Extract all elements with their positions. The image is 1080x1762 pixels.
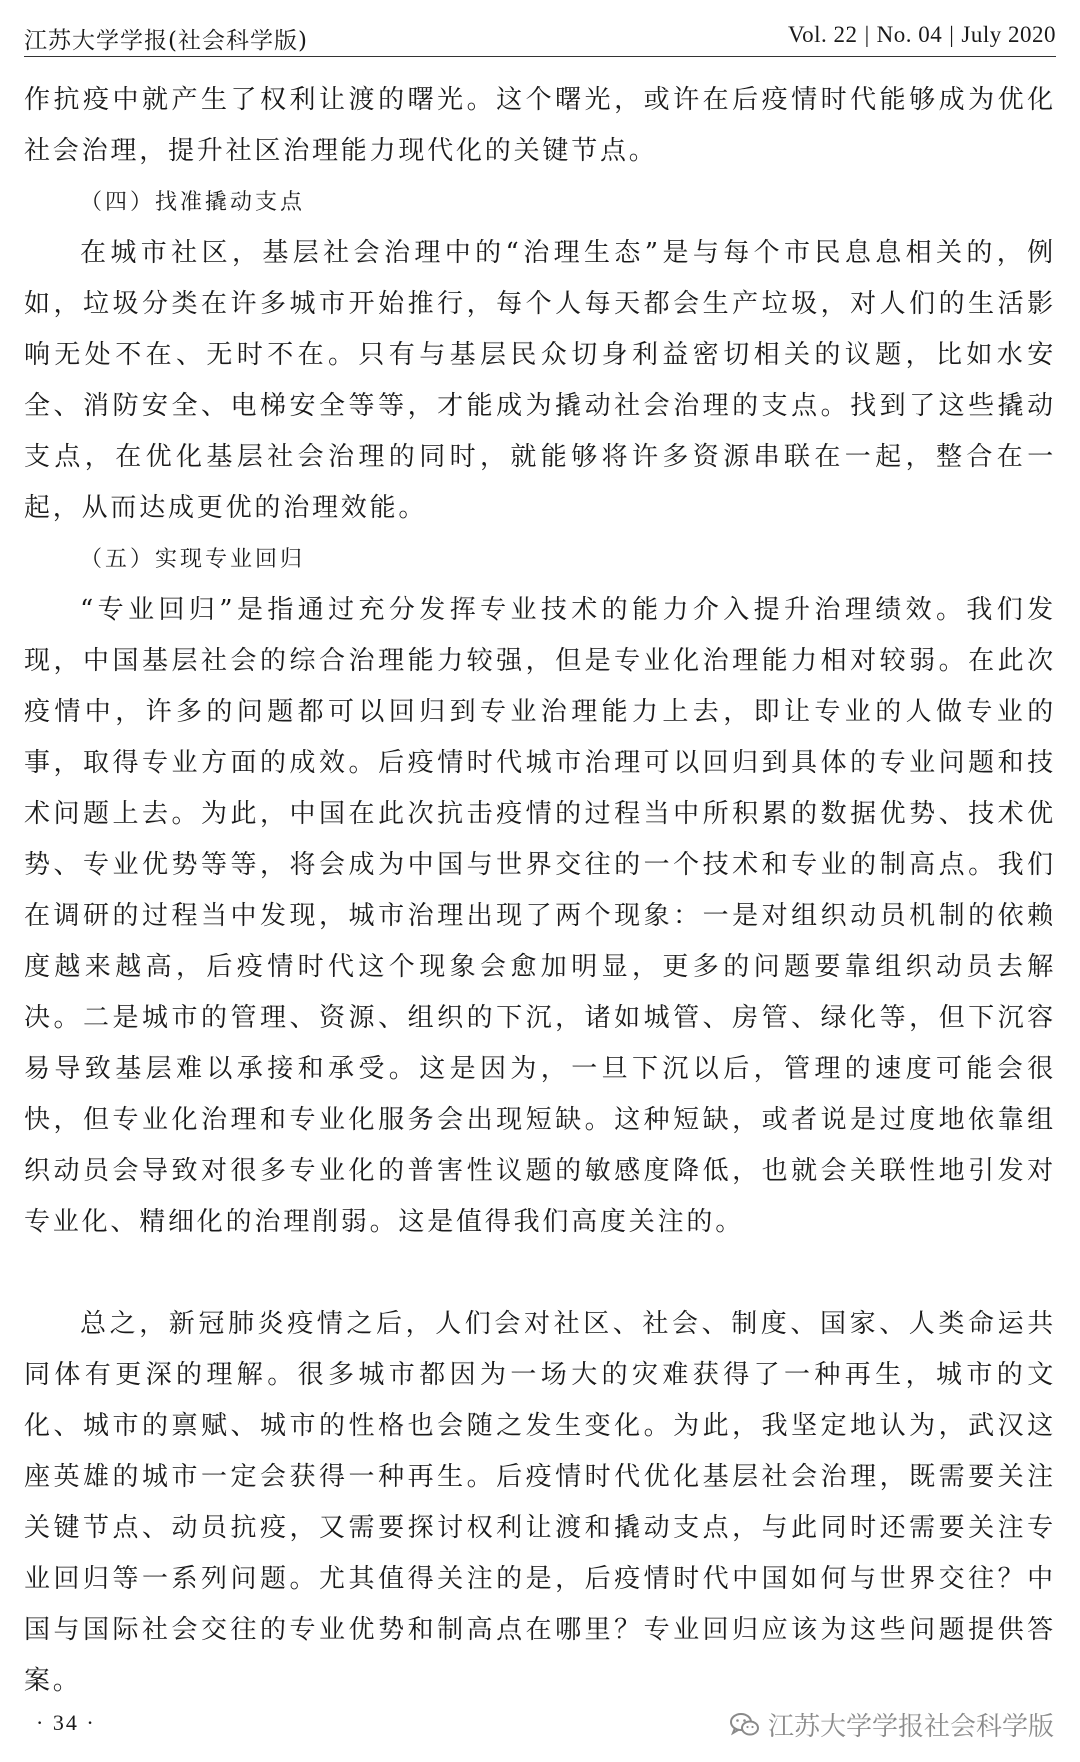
paragraph: “专业回归”是指通过充分发挥专业技术的能力介入提升治理绩效。我们发现，中国基层社会的综合治理能力较强，但是专业化治理能力相对较弱。在此次疫情中，许多的问题都可以回归到专业治理能力上去，即让专业的人做专业的事，取得专业方面的成效。后疫情时代城市治理可以回归到具体的专业问题和技术问题上去。为此，中国在此次抗击疫情的过程当中所积累的数据优势、技术优势、专业优势等等，将会成为中国与世界交往的一个技术和专业的制高点。我们在调研的过程当中发现，城市治理出现了两个现象：一是对组织动员机制的依赖度越来越高，后疫情时代这个现象会愈加明显，更多的问题要靠组织动员去解决。二是城市的管理、资源、组织的下沉，诸如城管、房管、绿化等，但下沉容易导致基层难以承接和承受。这是因为，一旦下沉以后，管理的速度可能会很快，但专业化治理和专业化服务会出现短缺。这种短缺，或者说是过度地依靠组织动员会导致对很多专业化的普害性议题的敏感度降低，也就会关联性地引发对专业化、精细化的治理削弱。这是值得我们高度关注的。 <box>24 595 1056 1237</box>
paragraph: 作抗疫中就产生了权利让渡的曙光。这个曙光，或许在后疫情时代能够成为优化社会治理，提升社区治理能力现代化的关键节点。 <box>24 85 1056 166</box>
article-body <box>24 75 1056 1707</box>
wechat-icon <box>730 1712 760 1738</box>
watermark-text: 江苏大学学报社会科学版 <box>767 1712 1054 1742</box>
page-number: · 34 · <box>36 1710 96 1735</box>
paragraph: 在城市社区，基层社会治理中的“治理生态”是与每个市民息息相关的，例如，垃圾分类在许多城市开始推行，每个人每天都会生产垃圾，对人们的生活影响无处不在、无时不在。只有与基层民众切身利益密切相关的议题，比如水安全、消防安全、电梯安全等等，才能成为撬动社会治理的支点。找到了这些撬动支点，在优化基层社会治理的同时，就能够将许多资源串联在一起，整合在一起，从而达成更优的治理效能。 <box>24 238 1056 523</box>
section-heading: （五）实现专业回归 <box>80 547 306 572</box>
paragraph: 总之，新冠肺炎疫情之后，人们会对社区、社会、制度、国家、人类命运共同体有更深的理解。很多城市都因为一场大的灾难获得了一种再生，城市的文化、城市的禀赋、城市的性格也会随之发生变化。为此，我坚定地认为，武汉这座英雄的城市一定会获得一种再生。后疫情时代优化基层社会治理，既需要关注关键节点、动员抗疫，又需要探讨权利让渡和撬动支点，与此同时还需要关注专业回归等一系列问题。尤其值得关注的是，后疫情时代中国如何与世界交往？中国与国际社会交往的专业优势和制高点在哪里？专业回归应该为这些问题提供答案。 <box>24 1309 1056 1696</box>
separator: | <box>949 22 955 47</box>
paragraph-gap <box>24 1248 1056 1299</box>
issue-number: No. 04 <box>876 22 943 47</box>
page-footer <box>24 1708 1056 1744</box>
issue-date: July 2020 <box>961 22 1056 47</box>
page-header <box>24 20 1056 57</box>
separator: | <box>864 22 870 47</box>
section-heading: （四）找准撬动支点 <box>80 190 306 215</box>
volume: Vol. 22 <box>788 22 858 47</box>
journal-title: 江苏大学学报(社会科学版) <box>24 28 308 54</box>
watermark <box>730 1706 1054 1743</box>
issue-info <box>788 22 1056 48</box>
